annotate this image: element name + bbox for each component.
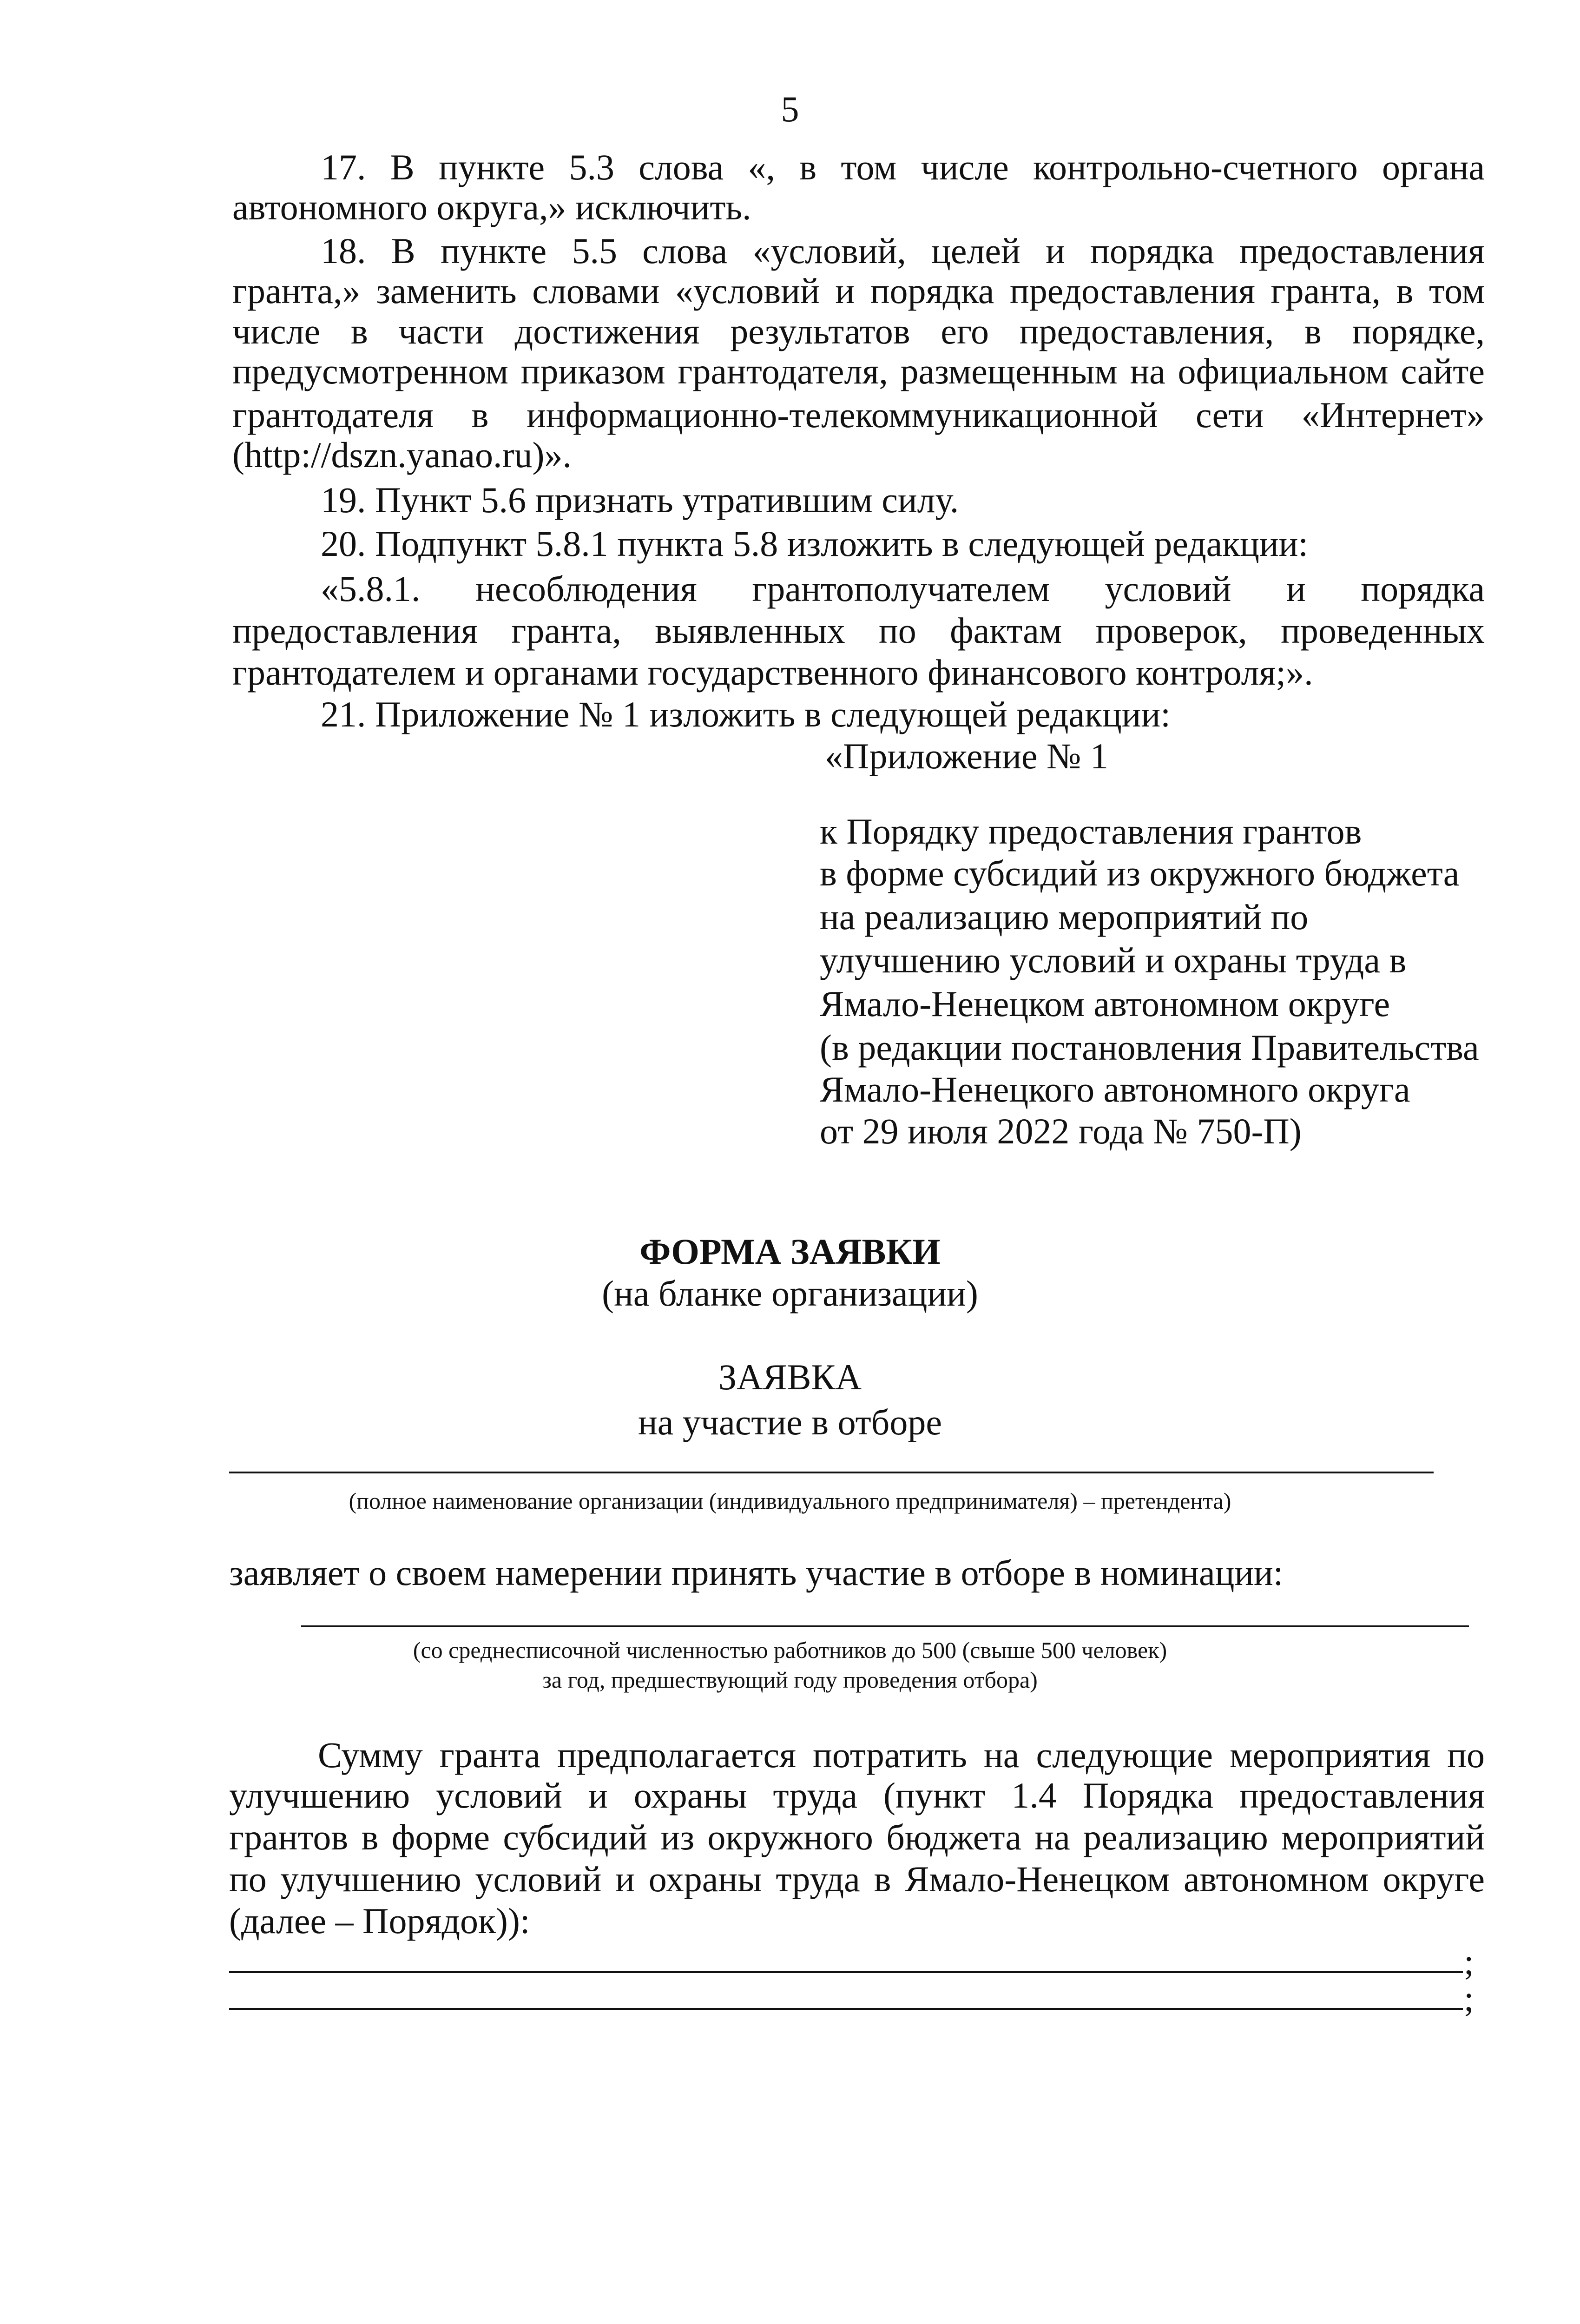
request-title: ЗАЯВКА [718,1357,862,1397]
item-18-line: гранта,» заменить словами «условий и порядка предоставления гранта, в том [232,271,1485,311]
item-5-8-1-line: «5.8.1. несоблюдения грантополучателем условий и порядка [321,568,1485,609]
sum-paragraph-line: улучшению условий и охраны труда (пункт 1.4 Порядка предоставления [229,1775,1485,1816]
item-19: 19. Пункт 5.6 признать утратившим силу. [321,480,959,520]
sum-paragraph-line: грантов в форме субсидий из окружного бюджета на реализацию мероприятий [229,1817,1485,1857]
semicolon: ; [1464,1978,1474,2019]
request-subtitle: на участие в отборе [638,1402,942,1442]
item-21: 21. Приложение № 1 изложить в следующей редакции: [321,694,1171,734]
appendix-line: Ямало-Ненецкого автономного округа [820,1069,1410,1109]
nomination-caption-line: (со среднесписочной численностью работников до 500 (свыше 500 человек) [413,1637,1167,1663]
item-17-line: автономного округа,» исключить. [232,187,751,227]
organization-caption: (полное наименование организации (индивидуального предпринимателя) – претендента) [349,1488,1231,1514]
item-17-line: 17. В пункте 5.3 слова «, в том числе контрольно-счетного органа [321,147,1485,187]
organization-name-line [229,1472,1434,1473]
item-18-line: предусмотренном приказом грантодателя, размещенным на официальном сайте [232,351,1485,391]
activity-fill-line [229,2008,1463,2010]
item-5-8-1-line: грантодателем и органами государственного финансового контроля;». [232,652,1313,693]
item-20: 20. Подпункт 5.8.1 пункта 5.8 изложить в следующей редакции: [321,523,1309,564]
appendix-line: Ямало-Ненецком автономном округе [820,984,1390,1024]
item-18-line: числе в части достижения результатов его предоставления, в порядке, [232,311,1485,351]
form-title: ФОРМА ЗАЯВКИ [639,1231,941,1272]
item-18-line: (http://dszn.yanao.ru)». [232,435,572,475]
form-subtitle: (на бланке организации) [602,1273,978,1314]
appendix-line: (в редакции постановления Правительства [820,1027,1479,1068]
appendix-line: на реализацию мероприятий по [820,897,1309,937]
sum-paragraph-line: Сумму гранта предполагается потратить на следующие мероприятия по [318,1735,1485,1775]
item-5-8-1-line: предоставления гранта, выявленных по фактам проверок, проведенных [232,610,1485,651]
item-18-line: 18. В пункте 5.5 слова «условий, целей и порядка предоставления [321,231,1485,271]
nomination-line [301,1625,1469,1627]
semicolon: ; [1464,1941,1474,1982]
sum-paragraph-line: (далее – Порядок)): [229,1901,530,1941]
item-18-line: грантодателя в информационно-телекоммуникационной сети «Интернет» [232,395,1485,435]
appendix-line: «Приложение № 1 [825,736,1109,776]
page-number: 5 [781,89,799,129]
appendix-line: улучшению условий и охраны труда в [820,940,1407,980]
sum-paragraph-line: по улучшению условий и охраны труда в Ямало-Ненецком автономном округе [229,1859,1485,1899]
appendix-line: в форме субсидий из окружного бюджета [820,853,1460,893]
declaration-text: заявляет о своем намерении принять участие в отборе в номинации: [229,1552,1284,1593]
nomination-caption-line: за год, предшествующий году проведения отбора) [542,1667,1038,1693]
appendix-line: от 29 июля 2022 года № 750-П) [820,1111,1302,1151]
appendix-line: к Порядку предоставления грантов [820,811,1362,852]
activity-fill-line [229,1971,1463,1973]
